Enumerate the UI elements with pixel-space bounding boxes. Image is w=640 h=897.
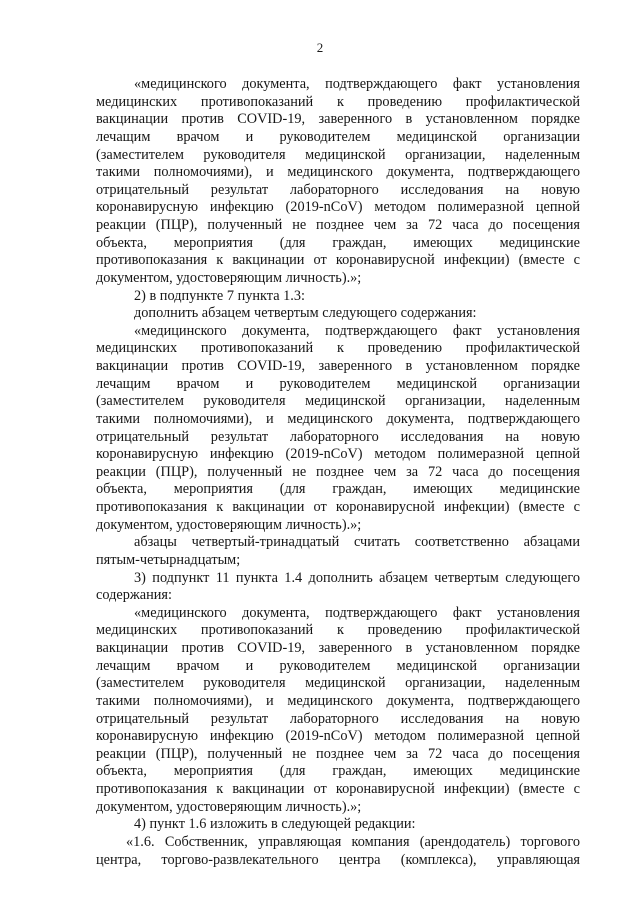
text-line: «медицинского документа, подтверждающего факт установления xyxy=(134,604,580,621)
text-line: объекта, мероприятия (для граждан, имеющих медицинские xyxy=(96,234,580,251)
text-line: реакции (ПЦР), полученный не позднее чем за 72 часа до посещения xyxy=(96,217,580,233)
text-line: коронавирусную инфекцию (2019-nCoV) методом полимеразной цепной xyxy=(96,199,580,216)
text-line: противопоказания к вакцинации от коронавирусной инфекции) (вместе с xyxy=(96,499,580,515)
text-line: отрицательный результат лабораторного исследования на новую xyxy=(96,428,580,445)
text-line: такими полномочиями), и медицинского документа, подтверждающего xyxy=(96,410,580,427)
text-line: коронавирусную инфекцию (2019-nCoV) методом полимеразной цепной xyxy=(96,728,580,745)
text-line: дополнить абзацем четвертым следующего содержания: xyxy=(134,305,477,322)
text-line: 4) пункт 1.6 изложить в следующей редакции: xyxy=(134,816,416,833)
text-line: вакцинации против COVID-19, заверенного в установленном порядке xyxy=(96,358,580,374)
text-line: объекта, мероприятия (для граждан, имеющих медицинские xyxy=(96,481,580,498)
text-line: противопоказания к вакцинации от коронавирусной инфекции) (вместе с xyxy=(96,781,580,797)
text-line: вакцинации против COVID-19, заверенного в установленном порядке xyxy=(96,111,580,128)
text-line: лечащим врачом и руководителем медицинской организации xyxy=(96,375,580,392)
text-line: такими полномочиями), и медицинского документа, подтверждающего xyxy=(96,164,580,181)
text-line: медицинских противопоказаний к проведению профилактической xyxy=(96,93,580,110)
text-line: 3) подпункт 11 пункта 1.4 дополнить абзацем четвертым следующего xyxy=(134,569,580,586)
text-line: лечащим врачом и руководителем медицинской организации xyxy=(96,128,580,145)
page-number: 2 xyxy=(316,40,324,55)
text-line: (заместителем руководителя медицинской организации, наделенным xyxy=(96,393,580,410)
document-body xyxy=(96,76,580,869)
text-line: медицинских противопоказаний к проведению профилактической xyxy=(96,622,580,639)
text-line: отрицательный результат лабораторного исследования на новую xyxy=(96,181,580,198)
text-line: «1.6. Собственник, управляющая компания (арендодатель) торгового xyxy=(126,833,580,850)
text-line: пятым-четырнадцатым; xyxy=(96,551,241,568)
text-line: документом, удостоверяющим личность).»; xyxy=(96,798,362,815)
text-line: (заместителем руководителя медицинской организации, наделенным xyxy=(96,146,580,163)
text-line: абзацы четвертый-тринадцатый считать соответственно абзацами xyxy=(134,534,580,551)
text-line: центра, торгово-развлекательного центра (комплекса), управляющая xyxy=(96,851,580,868)
text-line: реакции (ПЦР), полученный не позднее чем за 72 часа до посещения xyxy=(96,463,580,480)
text-line: (заместителем руководителя медицинской организации, наделенным xyxy=(96,675,580,692)
text-line: коронавирусную инфекцию (2019-nCoV) методом полимеразной цепной xyxy=(96,446,580,463)
text-line: объекта, мероприятия (для граждан, имеющих медицинские xyxy=(96,763,580,780)
text-line: содержания: xyxy=(96,587,172,604)
text-line: документом, удостоверяющим личность).»; xyxy=(96,516,362,533)
text-line: лечащим врачом и руководителем медицинской организации xyxy=(96,657,580,674)
text-line: вакцинации против COVID-19, заверенного в установленном порядке xyxy=(96,640,580,656)
text-line: медицинских противопоказаний к проведению профилактической xyxy=(96,340,580,357)
text-line: «медицинского документа, подтверждающего факт установления xyxy=(134,322,580,339)
text-line: реакции (ПЦР), полученный не позднее чем за 72 часа до посещения xyxy=(96,745,580,762)
text-line: противопоказания к вакцинации от коронавирусной инфекции) (вместе с xyxy=(96,252,580,269)
text-line: такими полномочиями), и медицинского документа, подтверждающего xyxy=(96,692,580,709)
text-line: документом, удостоверяющим личность).»; xyxy=(96,269,362,286)
text-line: «медицинского документа, подтверждающего факт установления xyxy=(134,76,580,92)
text-line: отрицательный результат лабораторного исследования на новую xyxy=(96,710,580,727)
text-line: 2) в подпункте 7 пункта 1.3: xyxy=(134,287,305,304)
